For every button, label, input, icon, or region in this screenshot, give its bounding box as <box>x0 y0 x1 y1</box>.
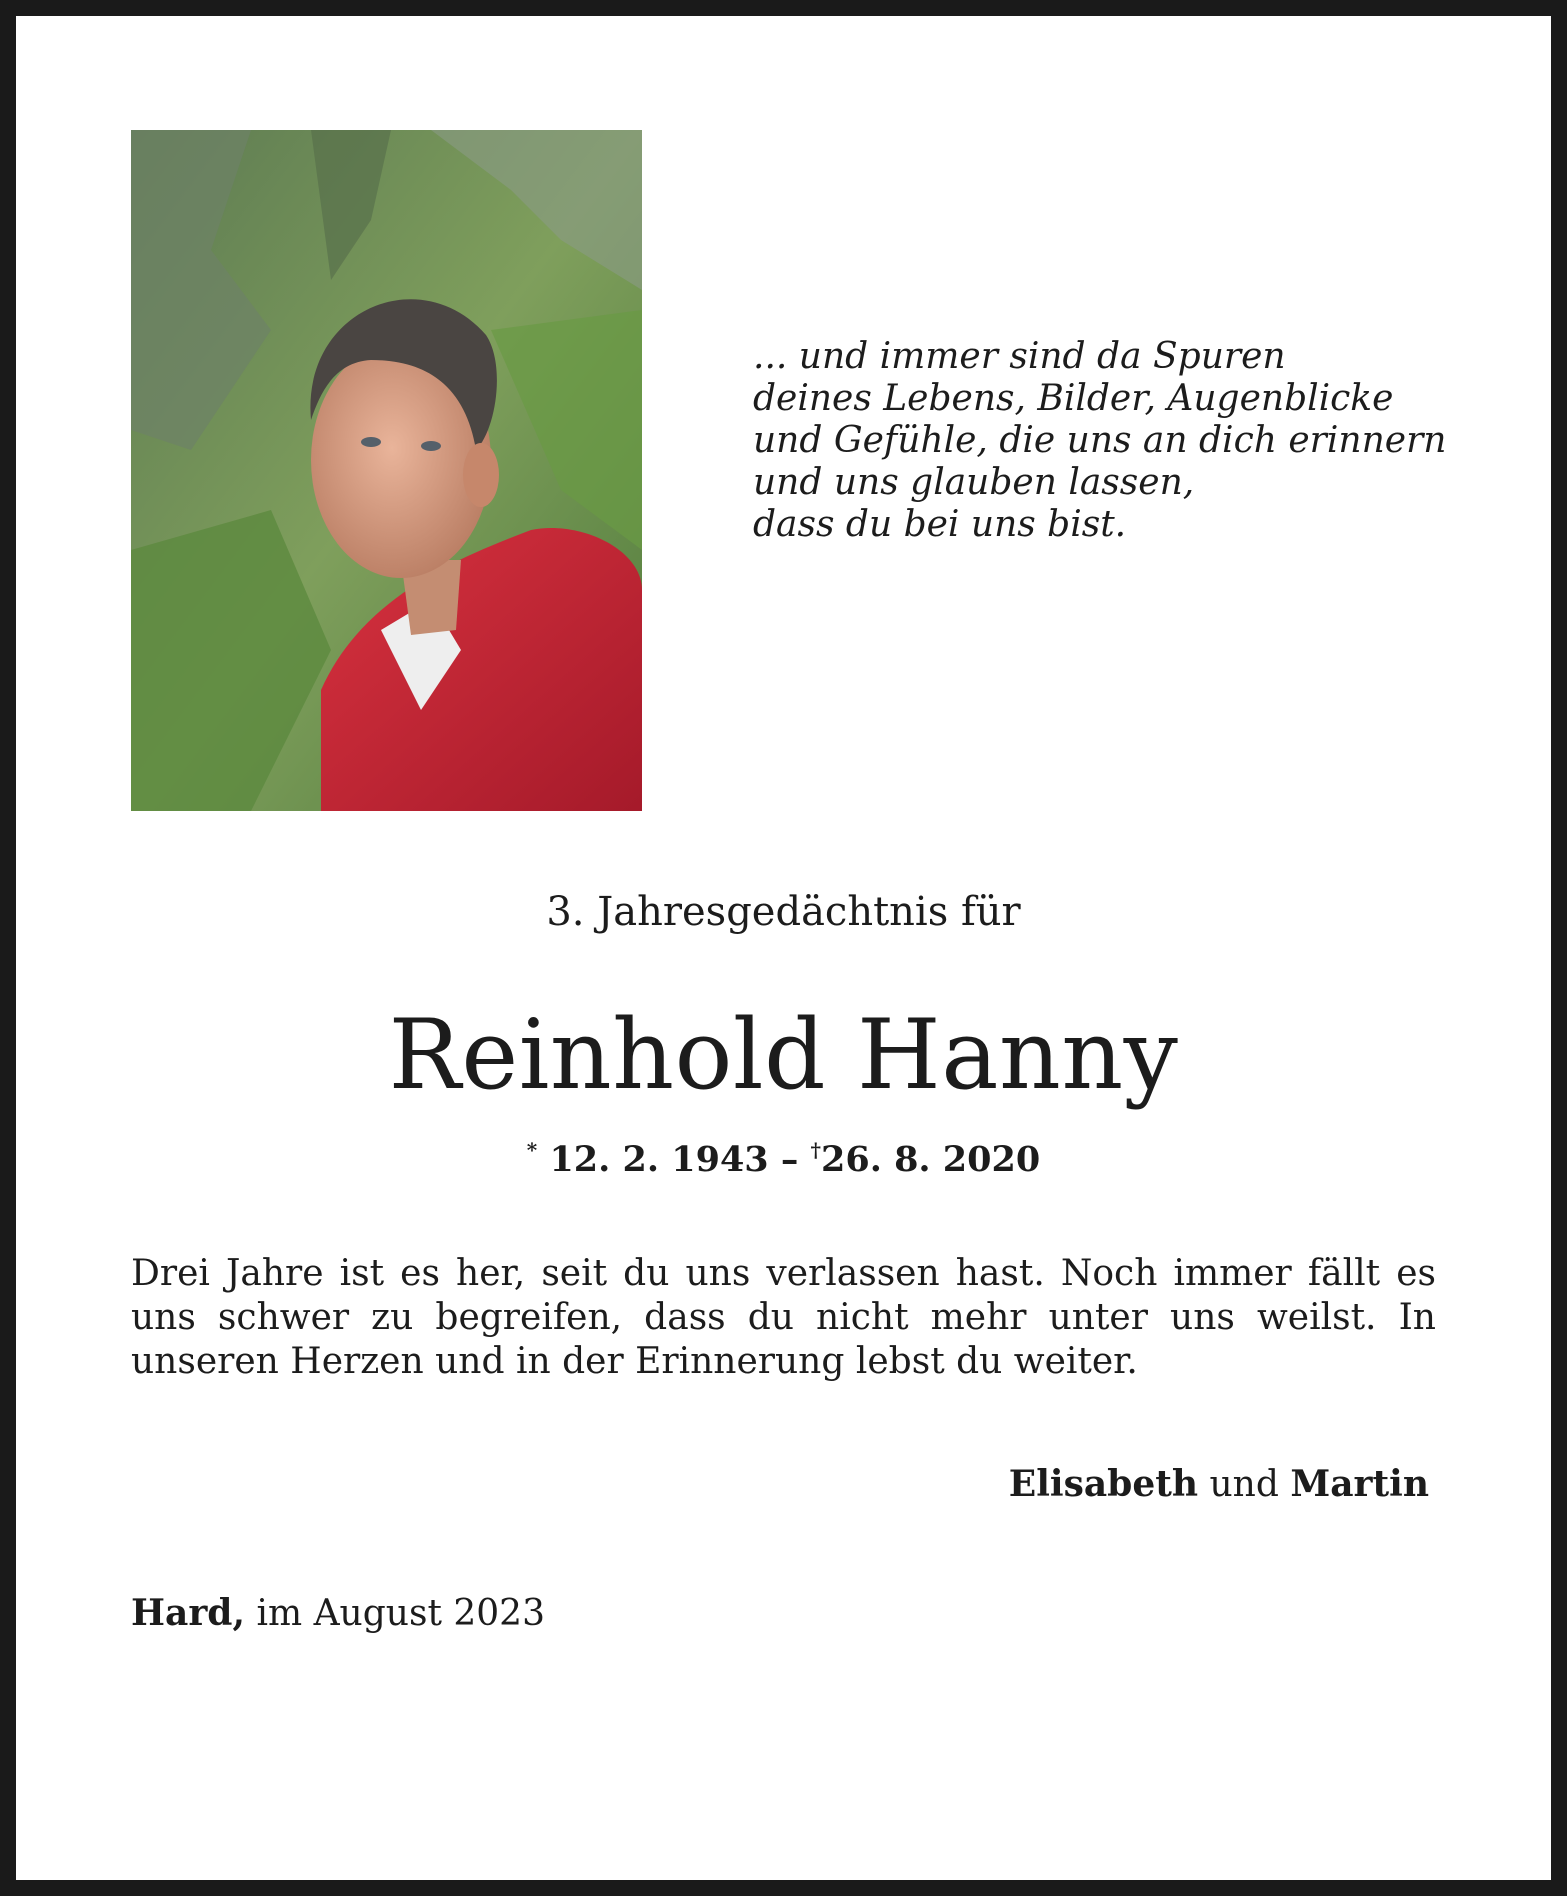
signature <box>1009 1462 1429 1507</box>
place-date: im August 2023 <box>256 1593 545 1634</box>
deceased-name: Reinhold Hanny <box>388 999 1179 1111</box>
quote-line: und uns glauben lassen, <box>753 462 1195 503</box>
place-and-date <box>131 1591 545 1636</box>
signer-name-1: Elisabeth <box>1008 1463 1199 1505</box>
place-town: Hard, <box>131 1592 246 1634</box>
signer-name-2: Martin <box>1290 1463 1429 1505</box>
birth-symbol: * <box>526 1138 538 1162</box>
life-dates <box>0 1128 1567 1182</box>
memorial-quote <box>753 336 1453 546</box>
memorial-text: Drei Jahre ist es her, seit du uns verlassen hast. Noch immer fällt es uns schwer zu begreifen, dass du nicht mehr unter uns weilst. In unseren Herzen und in der Erinnerung lebst du weiter. <box>131 1253 1436 1382</box>
portrait-photo-icon <box>131 130 642 811</box>
death-date: 26. 8. 2020 <box>821 1139 1041 1180</box>
quote-line: dass du bei uns bist. <box>753 504 1127 545</box>
birth-date: 12. 2. 1943 <box>549 1139 769 1180</box>
anniversary-heading: 3. Jahresgedächtnis für <box>546 889 1021 935</box>
death-symbol: † <box>810 1138 821 1162</box>
quote-line: und Gefühle, die uns an dich erinnern <box>753 420 1447 461</box>
date-separator: – <box>780 1139 799 1180</box>
quote-line: deines Lebens, Bilder, Augenblicke <box>753 378 1394 419</box>
signer-conjunction: und <box>1209 1464 1279 1505</box>
quote-line: ... und immer sind da Spuren <box>753 336 1286 377</box>
